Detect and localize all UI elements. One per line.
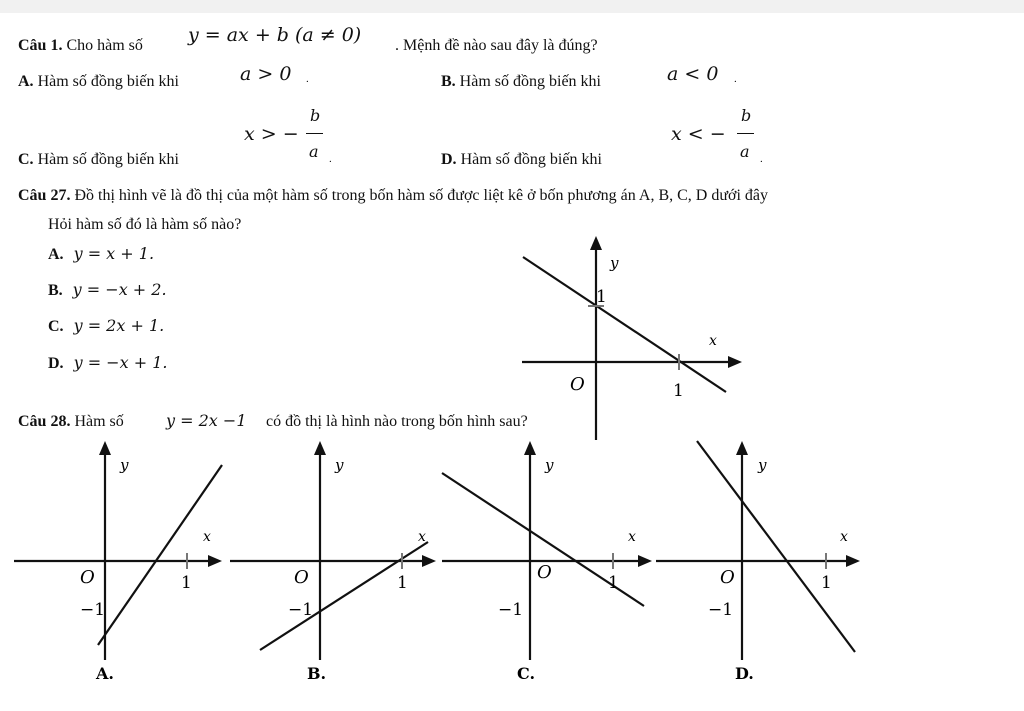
q28-graph-c-y-tick: −1 bbox=[498, 600, 524, 620]
q28-graph-d-x-label: x bbox=[840, 529, 848, 545]
q28-lead: Hàm số bbox=[74, 413, 124, 430]
q27-option-c-formula: y = 2x + 1. bbox=[73, 316, 165, 335]
q1-option-a-cond: a > 0 bbox=[240, 63, 292, 85]
q27-option-c-letter: C. bbox=[48, 318, 64, 335]
q28-graph-a-y-tick: −1 bbox=[80, 600, 106, 620]
q1-option-c-end: . bbox=[329, 153, 332, 165]
q27-option-b-formula: y = −x + 2. bbox=[72, 280, 167, 299]
q27-title: Câu 27. bbox=[18, 187, 71, 204]
q27-option-a-letter: A. bbox=[48, 246, 64, 263]
q27-y-tick-label: 1 bbox=[596, 287, 607, 307]
q1-option-b-letter: B. bbox=[441, 73, 456, 90]
q28-tail: có đồ thị là hình nào trong bốn hình sau? bbox=[266, 413, 528, 430]
q27-option-d-letter: D. bbox=[48, 355, 64, 372]
q28-graph-c-caption: C. bbox=[517, 664, 536, 683]
q1-lead: Cho hàm số bbox=[66, 37, 143, 54]
q28-graph-b-y-tick: −1 bbox=[288, 600, 314, 620]
q1-option-b-cond: a < 0 bbox=[667, 63, 719, 85]
q28-graph-b-y-label: y bbox=[335, 456, 344, 474]
q1-option-c-letter: C. bbox=[18, 151, 34, 168]
q1-option-d-num: b bbox=[741, 106, 752, 125]
q1-formula: y = ax + b (a ≠ 0) bbox=[188, 24, 362, 46]
q1-option-d-cond: x < − bbox=[671, 123, 726, 145]
q28-graph-b-origin: O bbox=[294, 567, 309, 588]
q1-tail: . Mệnh đề nào sau đây là đúng? bbox=[395, 37, 598, 54]
q27-y-label: y bbox=[610, 254, 619, 272]
q27-x-tick-label: 1 bbox=[673, 381, 684, 401]
q28-graph-d-x-tick: 1 bbox=[821, 573, 832, 593]
q1-option-b-end: . bbox=[734, 73, 737, 85]
q28-graph-d bbox=[656, 441, 860, 683]
q28-graph-c-origin: O bbox=[537, 562, 552, 583]
q28-graph-b-x-tick: 1 bbox=[397, 573, 408, 593]
q1-option-d-text: Hàm số đồng biến khi bbox=[460, 151, 602, 168]
q28-graph-b-x-label: x bbox=[418, 529, 426, 545]
q27-origin-label: O bbox=[570, 374, 585, 395]
q28-title: Câu 28. bbox=[18, 413, 71, 430]
q27-option-d-formula: y = −x + 1. bbox=[73, 353, 168, 372]
q27-text2: Hỏi hàm số đó là hàm số nào? bbox=[48, 216, 242, 233]
q28-graph-a-x-label: x bbox=[203, 529, 211, 545]
q27-x-label: x bbox=[709, 333, 717, 349]
q28-graph-a-line bbox=[98, 465, 222, 645]
q28-graph-c-y-label: y bbox=[545, 456, 554, 474]
q1-option-a-letter: A. bbox=[18, 73, 34, 90]
q1-option-d-letter: D. bbox=[441, 151, 457, 168]
q28-graph-a-y-label: y bbox=[120, 456, 129, 474]
q27-text: Đồ thị hình vẽ là đồ thị của một hàm số trong bốn hàm số được liệt kê ở bốn phương án A, B, C, D dưới đây bbox=[74, 187, 769, 204]
q28-graph-d-y-label: y bbox=[758, 456, 767, 474]
q1-option-a-end: . bbox=[306, 73, 309, 85]
q28-graph-b bbox=[230, 441, 436, 683]
q28-graph-a-caption: A. bbox=[96, 664, 114, 683]
q28-graph-c bbox=[442, 441, 652, 683]
q27-option-a-formula: y = x + 1. bbox=[73, 244, 155, 263]
q28-graph-a bbox=[14, 441, 222, 683]
q1-option-d-den: a bbox=[740, 142, 750, 161]
q27-option-b-letter: B. bbox=[48, 282, 63, 299]
q28-graph-b-caption: B. bbox=[307, 664, 327, 683]
q1-option-b-text: Hàm số đồng biến khi bbox=[459, 73, 601, 90]
q28-graph-d-y-tick: −1 bbox=[708, 600, 734, 620]
q28-graph-c-x-label: x bbox=[628, 529, 636, 545]
q28-graph-a-origin: O bbox=[80, 567, 95, 588]
q1-option-d-end: . bbox=[760, 153, 763, 165]
q28-graph-d-origin: O bbox=[720, 567, 735, 588]
q1-option-a-text: Hàm số đồng biến khi bbox=[37, 73, 179, 90]
q28-graph-c-x-tick: 1 bbox=[608, 573, 619, 593]
q28-graph-d-line bbox=[697, 441, 855, 652]
q1-option-c-den: a bbox=[309, 142, 319, 161]
q1-option-c-cond: x > − bbox=[244, 123, 299, 145]
q1-option-c-text: Hàm số đồng biến khi bbox=[37, 151, 179, 168]
q1-title: Câu 1. bbox=[18, 37, 63, 54]
q1-option-c-num: b bbox=[310, 106, 321, 125]
q28-graph-a-x-tick: 1 bbox=[181, 573, 192, 593]
q28-formula: y = 2x −1 bbox=[166, 411, 247, 430]
q28-graph-d-caption: D. bbox=[735, 664, 754, 683]
